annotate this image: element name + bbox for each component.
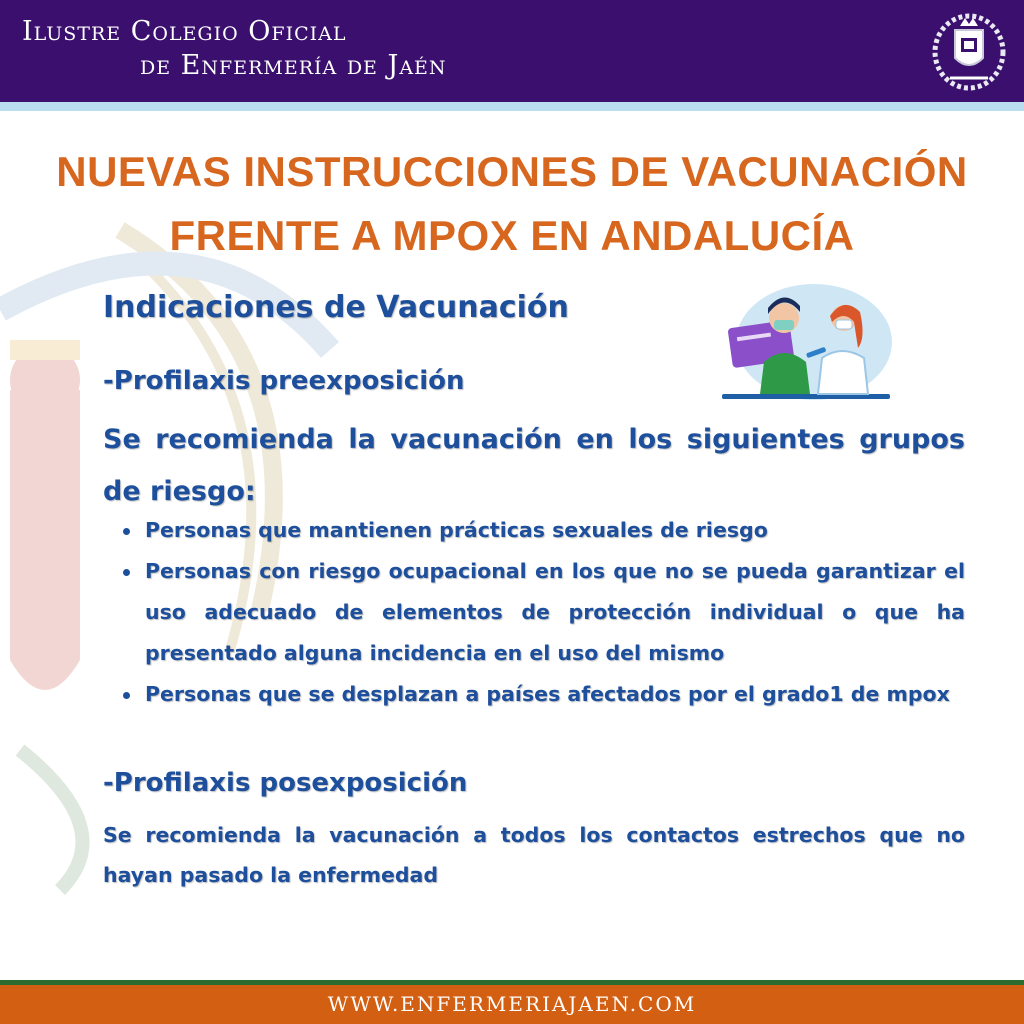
list-item: Personas que mantienen prácticas sexuales de riesgo [103,510,965,551]
subheading: Indicaciones de Vacunación [103,290,569,325]
list-item: Personas con riesgo ocupacional en los que no se pueda garantizar el uso adecuado de elementos de protección individual o que ha presentado alguna incidencia en el uso del mismo [103,551,965,674]
postexposure-paragraph: Se recomienda la vacunación a todos los contactos estrechos que no hayan pasado la enfermedad [103,823,965,887]
list-item: Personas que se desplazan a países afectados por el grado1 de mpox [103,674,965,715]
website-link[interactable]: WWW.ENFERMERIAJAEN.COM [327,992,697,1016]
vaccination-illustration-icon [718,278,894,402]
header-stripe [0,102,1024,111]
title-line2: FRENTE A MPOX EN ANDALUCÍA [169,212,855,259]
postexposure-heading: -Profilaxis posexposición [103,768,468,798]
preexposure-heading: -Profilaxis preexposición [103,366,465,396]
college-emblem-icon [930,8,1008,92]
preexposure-paragraph: Se recomienda la vacunación en los siguientes grupos de riesgo: [103,424,965,507]
org-name-line2: de Enfermería de Jaén [140,50,447,81]
risk-groups-list [103,510,965,715]
org-name-line1: Ilustre Colegio Oficial [22,16,347,47]
header-bar [0,0,1024,102]
footer-bar [0,985,1024,1024]
title-line1: NUEVAS INSTRUCCIONES DE VACUNACIÓN [56,148,968,195]
